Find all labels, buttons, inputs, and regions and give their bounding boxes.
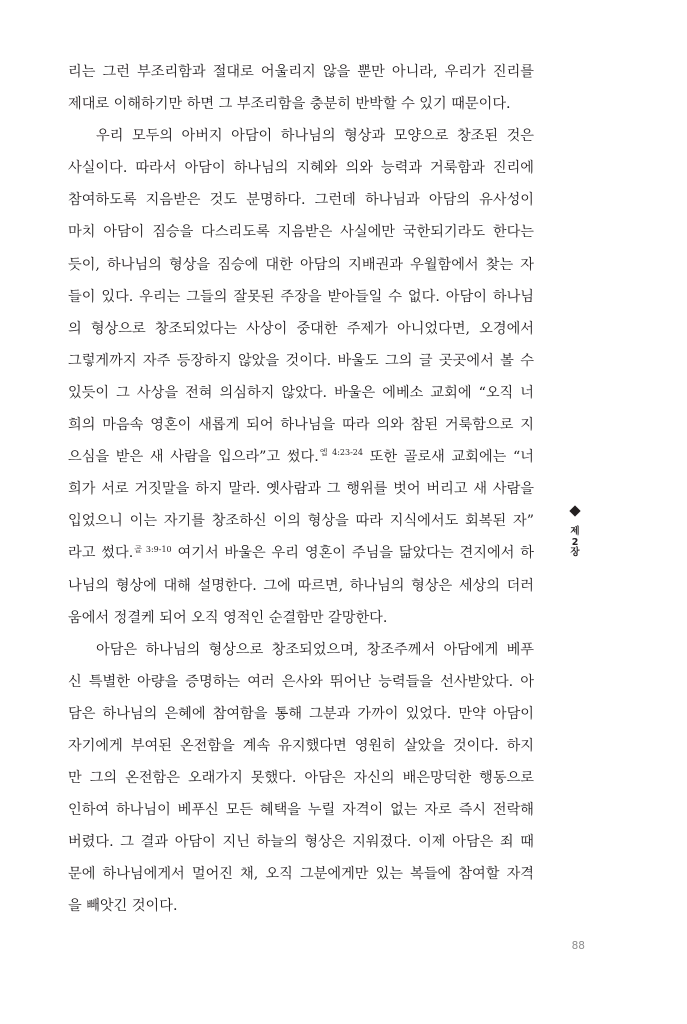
text-line: 담은 하나님의 은혜에 참여함을 통해 그분과 가까이 있었다. 만약 아담이 [68,705,534,722]
text-line: 의 형상으로 창조되었다는 사상이 중대한 주제가 아니었다면, 오경에서 [68,320,534,337]
text-line: 입었으니 이는 자기를 창조하신 이의 형상을 따라 지식에서도 회복된 자” [68,513,534,530]
text-line: 듯이, 하나님의 형상을 짐승에 대한 아담의 지배권과 우월함에서 찾는 자 [68,256,534,273]
text-line: 아담은 하나님의 형상으로 창조되었으며, 창조주께서 아담에게 베푸 [96,641,534,658]
text-line: 들이 있다. 우리는 그들의 잘못된 주장을 받아들일 수 없다. 아담이 하나님 [68,288,534,305]
text-line: 버렸다. 그 결과 아담이 지닌 하늘의 형상은 지워졌다. 이제 아담은 죄 때 [68,834,534,851]
text-segment: 여기서 바울은 우리 영혼이 주님을 닮았다는 견지에서 하 [171,545,535,562]
page-number: 88 [571,940,585,952]
text-line: 그렇게까지 자주 등장하지 않았을 것이다. 바울도 그의 글 곳곳에서 볼 수 [68,352,534,369]
text-line [68,441,534,473]
text-line: 제대로 이해하기만 하면 그 부조리함을 충분히 반박할 수 있기 때문이다. [68,96,511,113]
text-line: 움에서 정결케 되어 오직 영적인 순결함만 갈망한다. [68,609,388,626]
chapter-number: 2 [571,536,579,548]
chapter-label-suffix: 장 [570,547,580,558]
text-line: 만 그의 온전함은 오래가지 못했다. 아담은 자신의 배은망덕한 행동으로 [68,770,534,787]
text-line: 희가 서로 거짓말을 하지 말라. 옛사람과 그 행위를 벗어 버리고 새 사람을 [68,481,534,498]
chapter-label-prefix: 제 [570,526,580,537]
body-text [68,56,534,923]
text-line: 자기에게 부여된 온전함을 계속 유지했다면 영원히 살았을 것이다. 하지 [68,737,534,754]
text-line: 신 특별한 아량을 증명하는 여러 은사와 뛰어난 능력들을 선사받았다. 아 [68,673,534,690]
text-segment: 또한 골로새 교회에는 “너 [362,449,534,466]
text-line: 참여하도록 지음받은 것도 분명하다. 그런데 하나님과 아담의 유사성이 [68,192,534,209]
text-line: 나님의 형상에 대해 설명한다. 그에 따르면, 하나님의 형상은 세상의 더러 [68,577,534,594]
text-line: 마치 아담이 짐승을 다스리도록 지음받은 사실에만 국한되기라도 한다는 [68,224,534,241]
scripture-reference: 골 3:9-10 [134,544,172,554]
text-segment: 으심을 받은 새 사람을 입으라”고 썼다. [68,449,319,466]
scripture-reference: 엡 4:23-24 [319,448,363,458]
text-line: 우리 모두의 아버지 아담이 하나님의 형상과 모양으로 창조된 것은 [96,128,534,145]
text-line: 을 빼앗긴 것이다. [68,898,178,915]
chapter-marker [566,504,584,559]
text-line: 문에 하나님에게서 멀어진 채, 오직 그분에게만 있는 복들에 참여할 자격 [68,866,534,883]
text-line: 있듯이 그 사상을 전혀 의심하지 않았다. 바울은 에베소 교회에 “오직 너 [68,384,534,401]
text-line: 희의 마음속 영혼이 새롭게 되어 하나님을 따라 의와 참된 거룩함으로 지 [68,417,534,434]
text-line: 사실이다. 따라서 아담이 하나님의 지혜와 의와 능력과 거룩함과 진리에 [68,160,534,177]
diamond-icon [569,505,580,516]
text-segment: 라고 썼다. [68,545,134,562]
text-line: 리는 그런 부조리함과 절대로 어울리지 않을 뿐만 아니라, 우리가 진리를 [68,64,534,80]
text-line [68,537,534,569]
text-line: 인하여 하나님이 베푸신 모든 혜택을 누릴 자격이 없는 자로 즉시 전락해 [68,802,534,819]
